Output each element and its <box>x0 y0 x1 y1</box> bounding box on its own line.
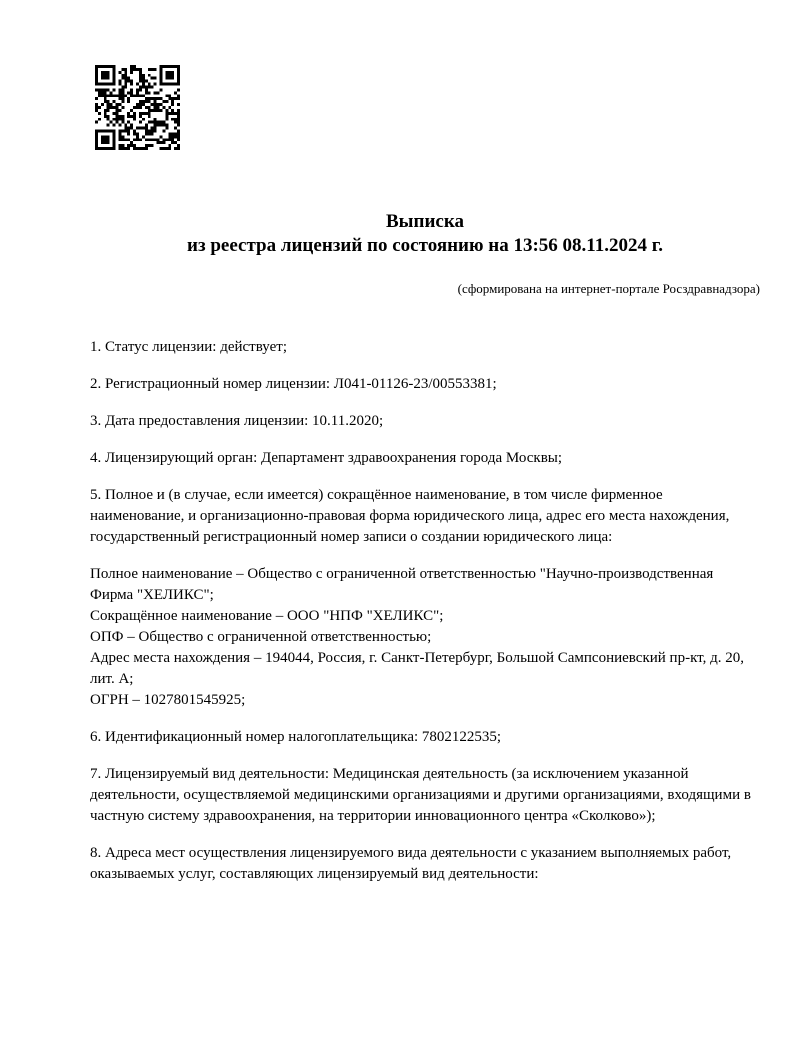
title-line-2: из реестра лицензий по состоянию на 13:56 08.11.2024 г. <box>187 235 663 256</box>
document-title <box>90 210 760 258</box>
org-full-name: Полное наименование – Общество с ограниченной ответственностью "Научно-производственная Фирма "ХЕЛИКС"; <box>90 566 714 603</box>
org-opf: ОПФ – Общество с ограниченной ответственностью; <box>90 629 432 645</box>
generated-note: (сформирована на интернет-портале Росздравнадзора) <box>457 281 760 296</box>
org-short-name: Сокращённое наименование – ООО "НПФ "ХЕЛИКС"; <box>90 608 444 624</box>
org-info-heading: 5. Полное и (в случае, если имеется) сокращённое наименование, в том числе фирменное наименование, и организационно-правовая форма юридического лица, адрес его места нахождения, государственный регистрационный номер записи о создании юридического лица: <box>90 487 730 545</box>
license-grant-date: 3. Дата предоставления лицензии: 10.11.2020; <box>90 413 384 429</box>
licensing-authority: 4. Лицензирующий орган: Департамент здравоохранения города Москвы; <box>90 450 563 466</box>
license-reg-number: 2. Регистрационный номер лицензии: Л041-01126-23/00553381; <box>90 376 497 392</box>
license-status: 1. Статус лицензии: действует; <box>90 339 287 355</box>
activity-addresses-heading: 8. Адреса мест осуществления лицензируемого вида деятельности с указанием выполняемых работ, оказываемых услуг, составляющих лицензируемый вид деятельности: <box>90 845 732 882</box>
taxpayer-inn: 6. Идентификационный номер налогоплательщика: 7802122535; <box>90 729 502 745</box>
org-ogrn: ОГРН – 1027801545925; <box>90 692 246 708</box>
licensed-activity: 7. Лицензируемый вид деятельности: Медицинская деятельность (за исключением указанной деятельности, осуществляемой медицинскими организациями и другими организациями, входящими в частную систему здравоохранения, на территории инновационного центра «Сколково»); <box>90 766 751 824</box>
org-address: Адрес места нахождения – 194044, Россия, г. Санкт-Петербург, Большой Сампсониевский пр-кт, д. 20, лит. А; <box>90 650 744 687</box>
document-content <box>90 0 760 901</box>
title-line-1: Выписка <box>386 211 464 232</box>
document-paragraphs <box>90 337 760 885</box>
